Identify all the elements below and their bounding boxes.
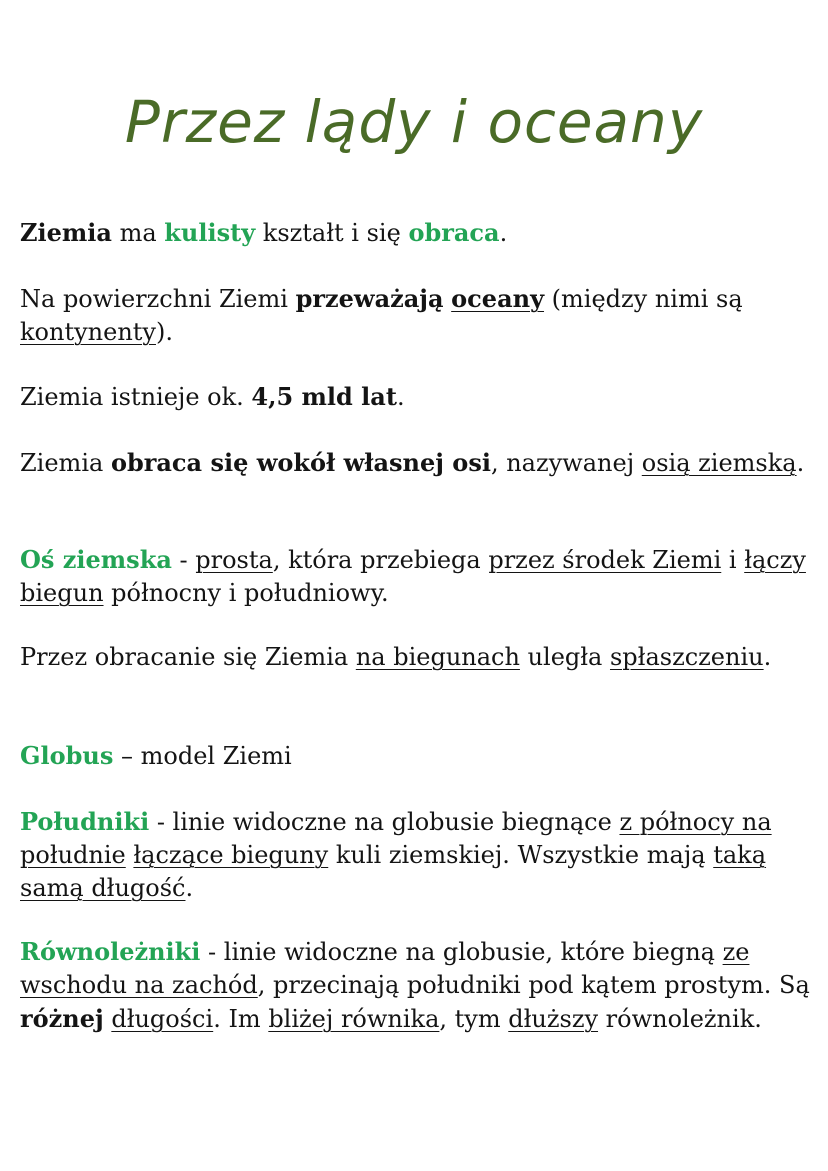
paragraph-flattening [20,641,812,674]
text-segment-normal: kształt i się [255,219,409,247]
text-segment-underline: przez środek Ziemi [488,546,722,574]
text-segment-underline: spłaszczeniu [609,643,764,671]
text-segment-normal: Na powierzchni Ziemi [20,285,296,313]
text-segment-normal: . Im [213,1005,269,1033]
paragraph-earth-age [20,380,812,414]
text-segment-bold: różnej [20,1004,104,1033]
text-segment-normal: – model Ziemi [113,742,292,770]
text-segment-underline: długości [111,1005,214,1033]
paragraph-meridians [20,805,812,905]
text-segment-normal: . [796,449,805,477]
text-segment-green: Równoleżniki [20,937,201,966]
paragraph-earth-shape [20,216,812,250]
text-segment-underline: na biegunach [355,643,520,671]
text-segment-underline: kontynenty [20,318,156,346]
text-segment-normal: północny i południowy. [103,579,389,607]
text-segment-underline: osią ziemską [641,449,797,477]
text-segment-normal: Ziemia [20,449,111,477]
text-segment-normal: . [499,219,508,247]
text-segment-normal: (między nimi są [544,285,743,313]
text-segment-underline: prosta [195,546,273,574]
text-segment-normal: kuli ziemskiej. Wszystkie mają [328,841,714,869]
text-segment-normal: , która przebiega [272,546,489,574]
text-segment-green: kulisty [164,218,256,247]
text-segment-underline: łączące bieguny [133,841,329,869]
text-segment-green: obraca [408,218,500,247]
text-segment-underline: bliżej równika [268,1005,440,1033]
text-segment-bold-underline: oceany [451,284,545,313]
text-segment-normal: równoleżnik. [598,1005,762,1033]
text-segment-normal: - [171,546,196,574]
text-segment-underline: ze wschodu na zachód [20,938,750,999]
text-segment-underline: taką samą długość [20,841,767,902]
text-segment-normal: , nazywanej [490,449,642,477]
text-segment-normal: Przez obracanie się Ziemia [20,643,356,671]
paragraph-parallels [20,935,812,1036]
text-segment-normal: . [763,643,772,671]
text-segment-underline: z północy na południe [20,808,772,869]
text-segment-bold: 4,5 mld lat [251,382,397,411]
text-segment-normal: , przecinają południki pod kątem prostym. Są [257,971,810,999]
paragraph-earth-axis [20,543,812,610]
text-segment-normal: ). [155,318,173,346]
paragraph-oceans [20,282,812,349]
text-segment-green: Południki [20,807,150,836]
text-segment-bold: obraca się wokół własnej osi [110,448,491,477]
text-segment-normal: . [185,874,194,902]
text-segment-underline: łączy biegun [20,546,806,607]
text-segment-normal: - linie widoczne na globusie biegnące [149,808,620,836]
page-title: Przez lądy i oceany [124,88,704,156]
paragraph-globe [20,739,812,773]
text-segment-normal: - linie widoczne na globusie, które biegną [200,938,723,966]
text-segment-normal: Ziemia istnieje ok. [20,383,252,411]
paragraph-rotation [20,446,812,480]
text-segment-bold: Ziemia [20,218,112,247]
text-segment-underline: dłuższy [508,1005,599,1033]
text-segment-green: Oś ziemska [20,545,172,574]
text-segment-bold: przeważają [295,284,444,313]
text-segment-normal: i [721,546,745,574]
text-segment-green: Globus [20,741,114,770]
text-segment-normal: . [396,383,405,411]
text-segment-normal: ma [111,219,165,247]
text-segment-normal: , tym [439,1005,509,1033]
text-segment-normal: uległa [519,643,610,671]
